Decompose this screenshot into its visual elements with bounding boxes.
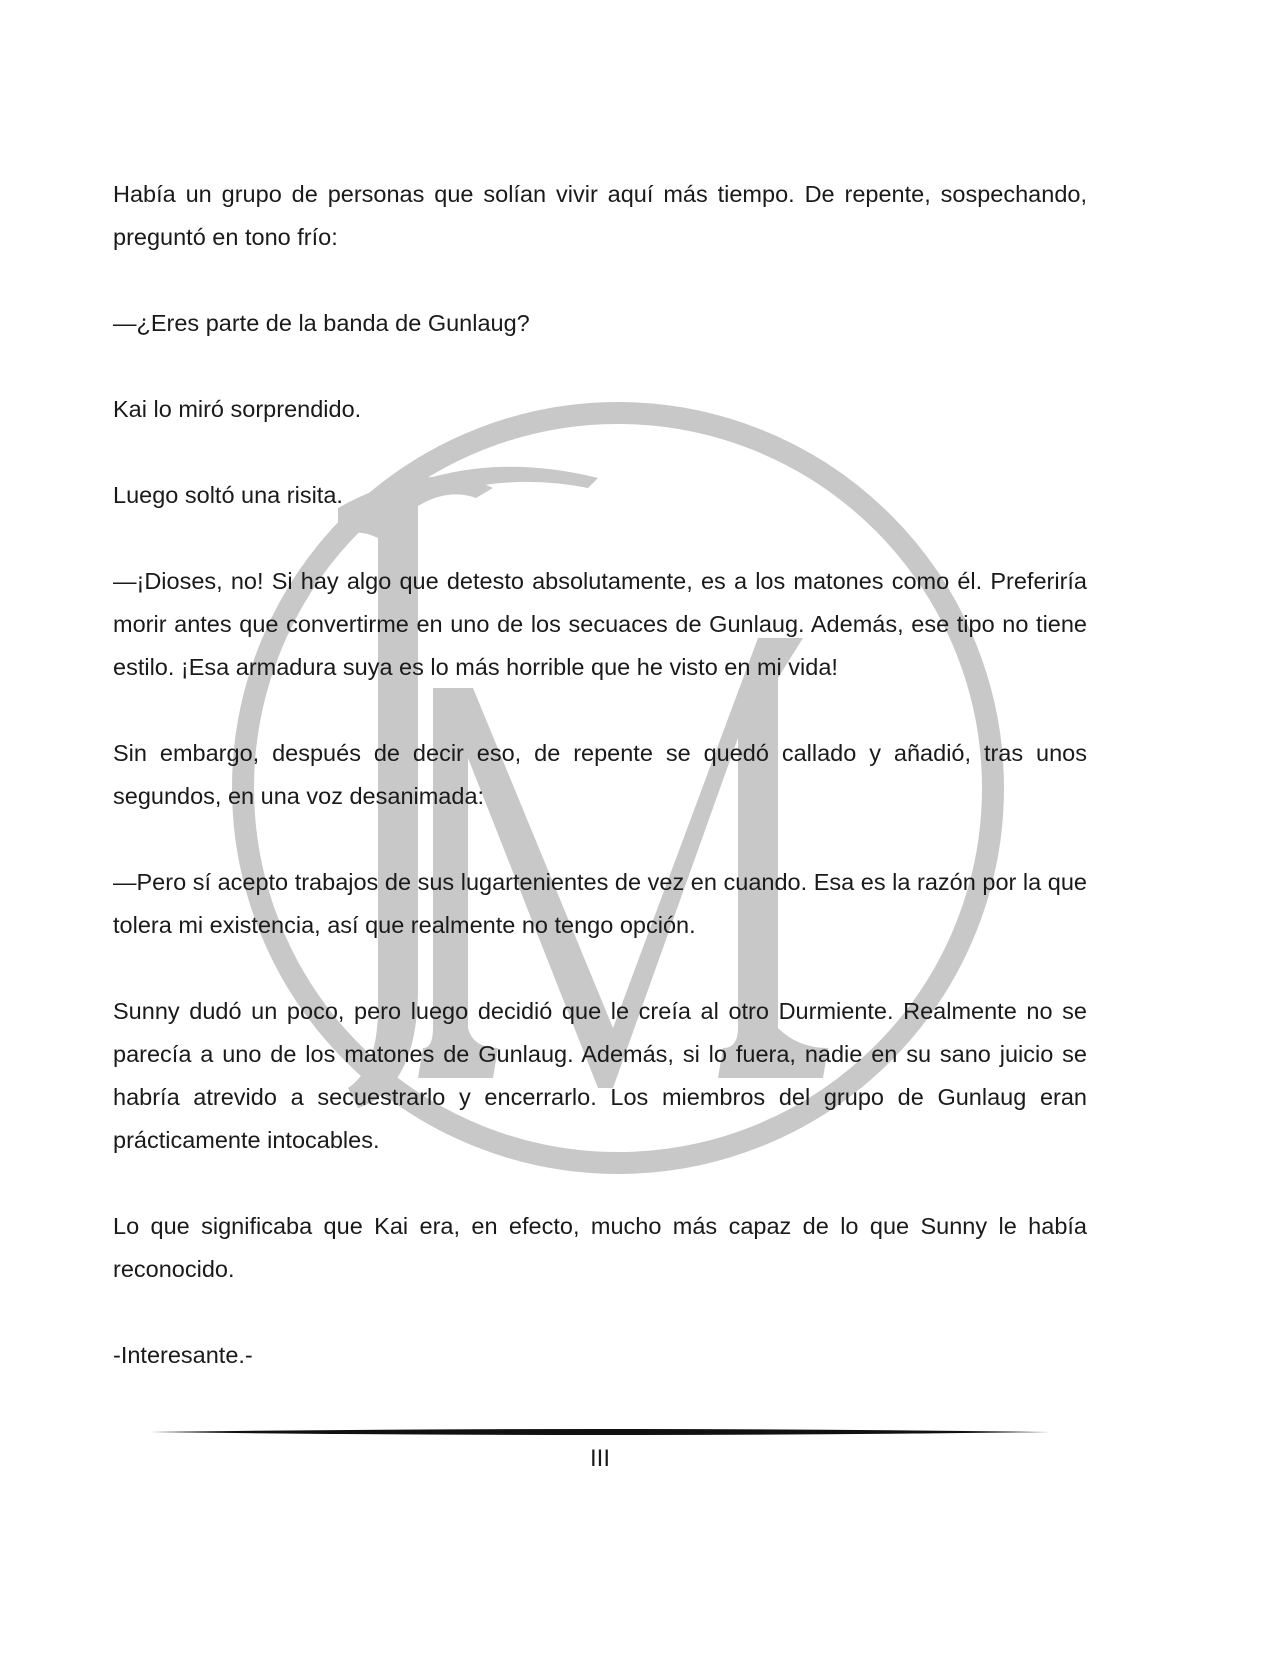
paragraph: Lo que significaba que Kai era, en efecto, mucho más capaz de lo que Sunny le había reconocido.	[113, 1213, 1087, 1282]
footer-divider	[150, 1426, 1050, 1438]
paragraph: Sunny dudó un poco, pero luego decidió que le creía al otro Durmiente. Realmente no se parecía a uno de los matones de Gunlaug. Además, si lo fuera, nadie en su sano juicio se habría atrevido a secuestrarlo y encerrarlo. Los miembros del grupo de Gunlaug eran prácticamente intocables.	[113, 998, 1087, 1153]
paragraph: Kai lo miró sorprendido.	[113, 396, 362, 422]
body-text	[113, 173, 1087, 1420]
paragraph: -Interesante.-	[113, 1342, 253, 1368]
paragraph: —Pero sí acepto trabajos de sus lugartenientes de vez en cuando. Esa es la razón por la que tolera mi existencia, así que realmente no tengo opción.	[113, 869, 1087, 938]
paragraph: Había un grupo de personas que solían vivir aquí más tiempo. De repente, sospechando, preguntó en tono frío:	[113, 181, 1087, 250]
paragraph: Sin embargo, después de decir eso, de repente se quedó callado y añadió, tras unos segundos, en una voz desanimada:	[113, 740, 1087, 809]
paragraph: —¡Dioses, no! Si hay algo que detesto absolutamente, es a los matones como él. Preferiría morir antes que convertirme en uno de los secuaces de Gunlaug. Además, ese tipo no tiene estilo. ¡Esa armadura suya es lo más horrible que he visto en mi vida!	[113, 568, 1087, 680]
page-number: III	[589, 1445, 610, 1472]
paragraph: Luego soltó una risita.	[113, 482, 343, 508]
paragraph: —¿Eres parte de la banda de Gunlaug?	[113, 310, 530, 336]
